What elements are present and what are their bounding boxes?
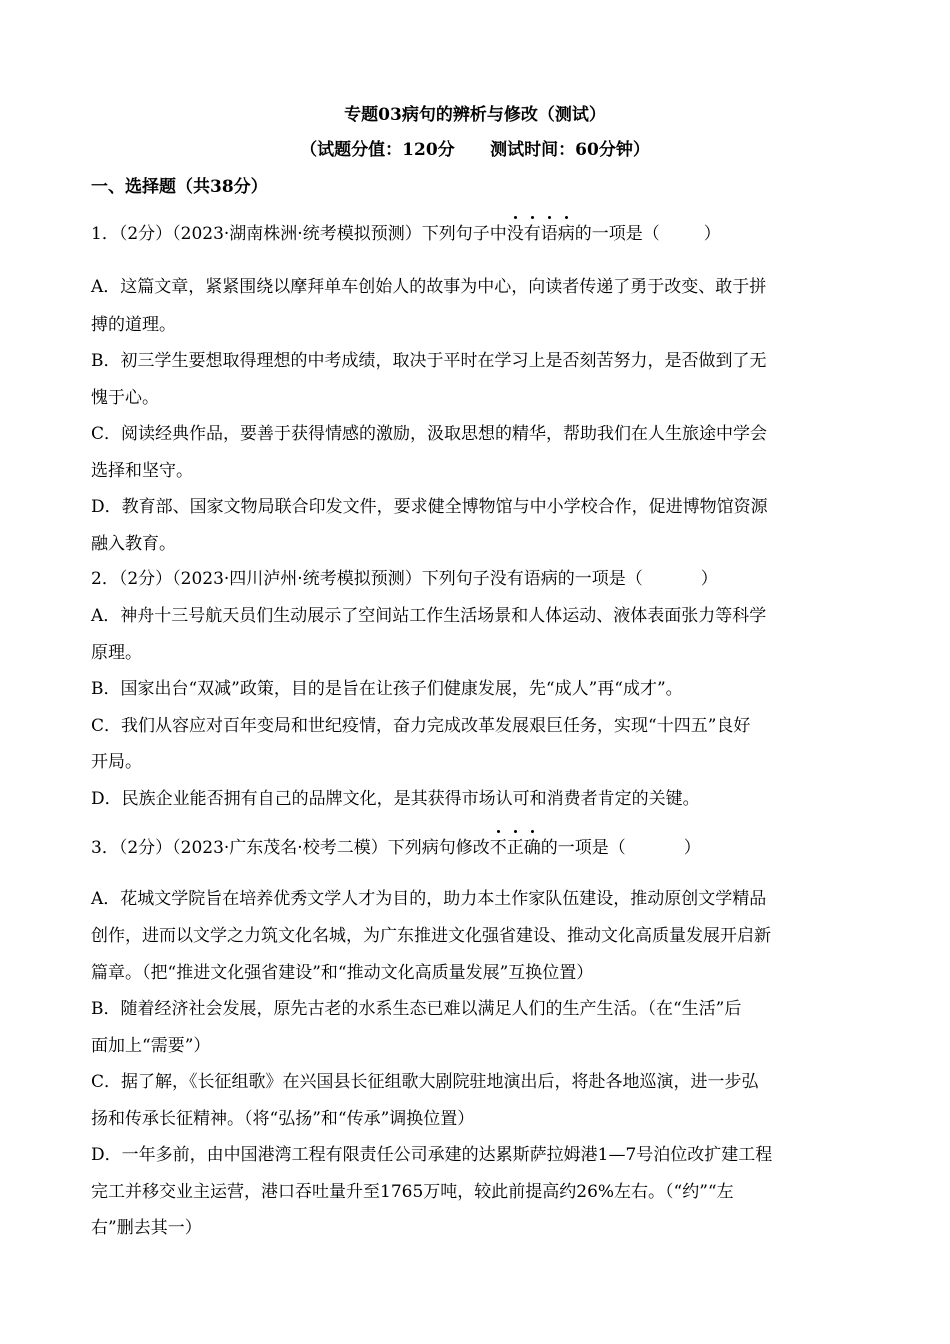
emphasis-char: 有 — [523, 224, 541, 244]
option-line: C．阅读经典作品，要善于获得情感的激励，汲取思想的精华，帮助我们在人生旅途中学会 — [91, 424, 768, 444]
option-line: D．一年多前，由中国港湾工程有限责任公司承建的达累斯萨拉姆港1—7号泊位改扩建工程 — [91, 1145, 773, 1165]
option-line: 搏的道理。 — [91, 315, 176, 335]
option-line: 选择和坚守。 — [91, 461, 193, 481]
option-line: 完工并移交业主运营，港口吞吐量升至1765万吨，较此前提高约26%左右。（“约”“左 — [91, 1182, 734, 1202]
option-line: B．随着经济社会发展，原先古老的水系生态已难以满足人们的生产生活。（在“生活”后 — [91, 999, 742, 1019]
question-stem-text: ） — [703, 224, 721, 244]
question-stem-text: 3．（2分）（2023·广东茂名·校考二模）下列病句修改 — [91, 838, 490, 858]
option-line: D．民族企业能否拥有自己的品牌文化，是其获得市场认可和消费者肯定的关键。 — [91, 789, 700, 809]
option-line: 愧于心。 — [91, 388, 159, 408]
option-line: 面加上“需要”） — [91, 1036, 211, 1056]
question-stem-text: 2．（2分）（2023·四川泸州·统考模拟预测）下列句子没有语病的一项是（ — [91, 569, 643, 589]
question-stem-text: 1．（2分）（2023·湖南株洲·统考模拟预测）下列句子中 — [91, 224, 507, 244]
page-subtitle: （试题分值：120分 测试时间：60分钟） — [300, 140, 650, 160]
emphasis-char: 语 — [540, 224, 558, 244]
option-line: 原理。 — [91, 643, 142, 663]
option-line: A．这篇文章，紧紧围绕以摩拜单车创始人的故事为中心，向读者传递了勇于改变、敢于拼 — [91, 277, 767, 297]
question-stem-text: 的一项是（ — [574, 224, 660, 244]
emphasis-char: 正 — [506, 838, 524, 858]
option-line: B．初三学生要想取得理想的中考成绩，取决于平时在学习上是否刻苦努力，是否做到了无 — [91, 351, 767, 371]
emphasis-char: 没 — [506, 224, 524, 244]
option-line: A．花城文学院旨在培养优秀文学人才为目的，助力本土作家队伍建设，推动原创文学精品 — [91, 889, 767, 909]
option-line: D．教育部、国家文物局联合印发文件，要求健全博物馆与中小学校合作，促进博物馆资源 — [91, 497, 768, 517]
page-title: 专题03病句的辨析与修改（测试） — [344, 105, 606, 125]
question-stem-text: ） — [683, 838, 701, 858]
option-line: 创作，进而以文学之力筑文化名城，为广东推进文化强省建设、推动文化高质量发展开启新 — [91, 926, 771, 946]
question-2-stem — [91, 567, 861, 591]
option-line: 开局。 — [91, 752, 142, 772]
question-3-stem — [91, 836, 861, 860]
option-line: C．据了解，《长征组歌》在兴国县长征组歌大剧院驻地演出后，将赴各地巡演，进一步弘 — [91, 1072, 759, 1092]
option-line: 篇章。（把“推进文化强省建设”和“推动文化高质量发展”互换位置） — [91, 963, 594, 983]
question-stem-text: ） — [700, 569, 718, 589]
option-line: 融入教育。 — [91, 534, 176, 554]
option-line: 右”删去其一） — [91, 1218, 202, 1238]
option-line: 扬和传承长征精神。（将“弘扬”和“传承”调换位置） — [91, 1109, 475, 1129]
question-1-stem — [91, 222, 861, 246]
option-line: B．国家出台“双减”政策，目的是旨在让孩子们健康发展，先“成人”再“成才”。 — [91, 679, 683, 699]
option-line: C．我们从容应对百年变局和世纪疫情，奋力完成改革发展艰巨任务，实现“十四五”良好 — [91, 716, 751, 736]
emphasis-dotted-text — [490, 836, 541, 860]
emphasis-char: 病 — [557, 224, 575, 244]
emphasis-char: 确 — [523, 838, 541, 858]
section-heading: 一、选择题（共38分） — [91, 177, 268, 197]
emphasis-char: 不 — [489, 838, 507, 858]
emphasis-dotted-text — [507, 222, 575, 246]
question-stem-text: 的一项是（ — [540, 838, 626, 858]
option-line: A．神舟十三号航天员们生动展示了空间站工作生活场景和人体运动、液体表面张力等科学 — [91, 606, 767, 626]
